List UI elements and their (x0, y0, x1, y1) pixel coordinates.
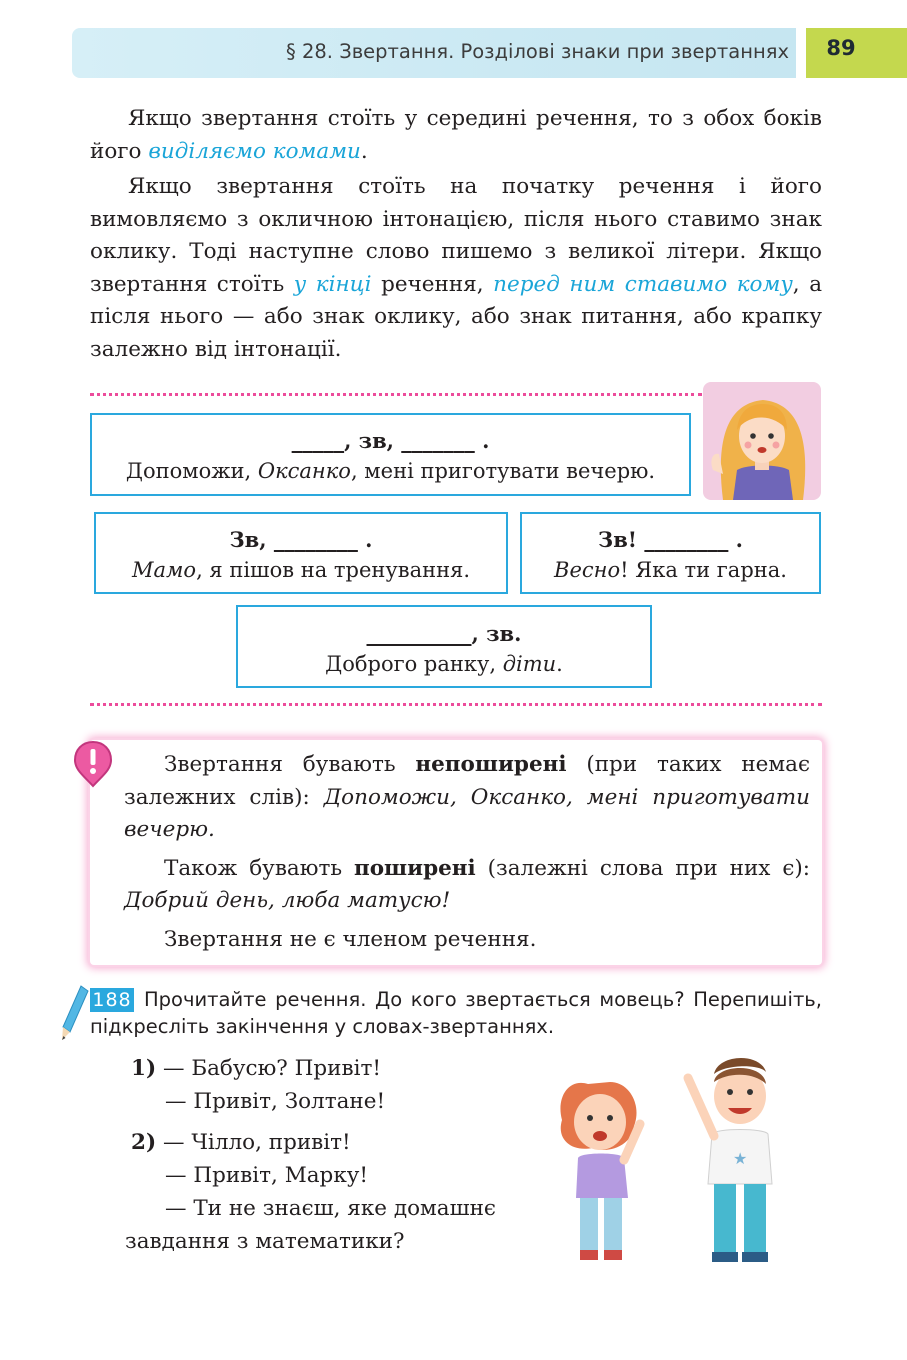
dialogue-2: 2) — Чілло, привіт! — Привіт, Марку! — Ти не знаєш, яке домашнє (131, 1130, 496, 1221)
rule-box (90, 740, 822, 965)
rule-paragraph-3: Звертання не є членом речення. (164, 926, 537, 952)
exercise-task: Прочитайте речення. До кого звертається мовець? Перепишіть, підкресліть закінчення у словах-звертаннях. (90, 988, 822, 1038)
scheme-box-end (236, 605, 652, 688)
pencil-icon (56, 984, 90, 1042)
intro-paragraph-1: Якщо звертання стоїть у середині речення, то з обох боків його виділяємо комами. (90, 106, 822, 164)
scheme-box-start-comma (94, 512, 508, 594)
scheme-example: Допоможи, Оксанко, мені приготувати вечерю. (125, 459, 656, 483)
scheme-box-middle (90, 413, 691, 496)
dialogue-1: 1) — Бабусю? Привіт! — Привіт, Золтане! (131, 1056, 386, 1114)
scheme-example: Доброго ранку, діти. (325, 652, 563, 676)
rule-paragraph-1: Звертання бувають непоширені (при таких немає залежних слів): Допоможи, Оксанко, мені приготувати вечерю. (124, 752, 810, 842)
dotted-divider-bottom (90, 703, 822, 706)
dotted-divider-top (90, 393, 702, 396)
scheme-box-start-exclamation (520, 512, 821, 594)
intro-paragraph-2: Якщо звертання стоїть на початку речення і його вимовляємо з окличною інтонацією, після нього ставимо знак оклику. Тоді наступне слово пишемо з великої літери. Якщо звертання стоїть у кінці речення, перед ним ставимо кому, а після нього — або знак оклику, або знак питання, або крапку залежно від інтонації. (90, 174, 823, 362)
svg-text:★: ★ (733, 1149, 748, 1168)
scheme-example: Весно! Яка ти гарна. (554, 558, 787, 582)
scheme-example: Мамо, я пішов на тренування. (131, 558, 471, 582)
section-title: § 28. Звертання. Розділові знаки при звертаннях (286, 40, 789, 63)
girl-illustration (703, 382, 821, 500)
scheme-pattern: _____, зв, _______ . (291, 428, 490, 453)
exclamation-icon (72, 740, 114, 788)
page-number: 89 (826, 36, 856, 60)
scheme-pattern: Зв, ________ . (229, 527, 373, 552)
rule-paragraph-2: Також бувають поширені (залежні слова при них є): Добрий день, люба матусю! (124, 855, 810, 913)
children-illustration (548, 1048, 820, 1270)
scheme-pattern: __________, зв. (366, 621, 522, 646)
scheme-pattern: Зв! ________ . (598, 527, 743, 552)
dialogue-2-continuation: завдання з математики? (125, 1229, 405, 1254)
exercise-number: 188 (90, 988, 134, 1012)
